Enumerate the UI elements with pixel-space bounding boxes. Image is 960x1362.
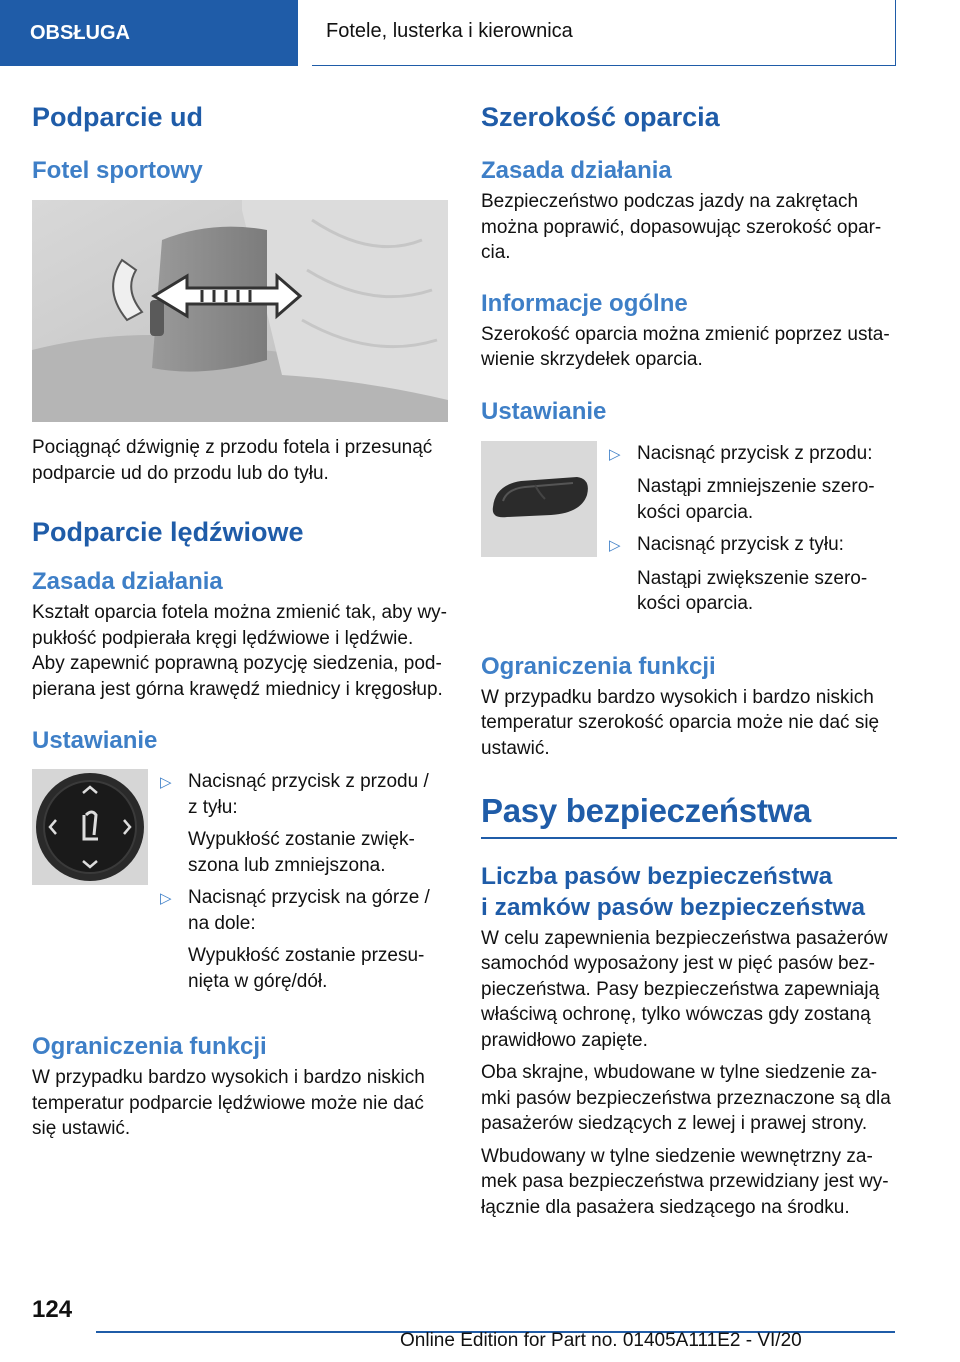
heading-backrest-width: Szerokość oparcia: [481, 102, 720, 132]
lumbar-principle-text: Kształt oparcia fotela można zmienić tak, aby wy- pukłość podpierała kręgi lędźwiowe i lędźwie. Aby zapewnić poprawną pozycję siedzenia, pod- pierana jest górna krawędź miednicy i kręgosłup.: [32, 602, 448, 700]
list-item-result: Nastąpi zmniejszenie szero- kości oparcia.: [637, 476, 875, 523]
four-way-lumbar-control-icon: [32, 769, 148, 885]
chapter-header: [312, 0, 896, 66]
list-item-result: Wypukłość zostanie przesu- nięta w górę/dół.: [188, 945, 425, 992]
belts-paragraph-1: W celu zapewnienia bezpieczeństwa pasażerów samochód wyposażony jest w pięć pasów bez- pieczeństwa. Pasy bezpieczeństwa zapewniają właściwą ochronę, tylko wówczas gdy zostaną prawidłowo zapięte.: [481, 927, 888, 1051]
page-number: 124: [32, 1296, 73, 1323]
section-title: OBSŁUGA: [30, 21, 130, 44]
lumbar-adjust-block: [32, 769, 450, 994]
right-column: [481, 100, 897, 1220]
lumbar-steps: [160, 769, 450, 994]
heading-lumbar-support: Podparcie lędźwiowe: [32, 517, 304, 547]
list-item: ▷ Nacisnąć przycisk z przodu:: [609, 441, 897, 468]
edition-text: Online Edition for Part no. 01405A111E2 - VI/20: [400, 1330, 802, 1351]
heading-width-principle: Zasada działania: [481, 157, 672, 184]
triangle-right-outline-icon: ▷: [160, 890, 172, 907]
chapter-title: Fotele, lusterka i kierownica: [326, 20, 573, 42]
list-item-result: Nastąpi zwiększenie szero- kości oparcia.: [637, 567, 868, 614]
width-adjust-block: [481, 441, 897, 617]
heading-seat-belts: Pasy bezpieczeństwa: [481, 792, 811, 829]
section-tab: [0, 0, 298, 66]
thigh-support-caption: Pociągnąć dźwignię z przodu fotela i przesunąć podparcie ud do przodu lub do tyłu.: [32, 437, 433, 484]
heading-lumbar-adjust: Ustawianie: [32, 727, 158, 754]
lumbar-limits-text: W przypadku bardzo wysokich i bardzo niskich temperatur podparcie lędźwiowe może nie dać się ustawić.: [32, 1067, 425, 1139]
list-item: ▷ Nacisnąć przycisk z przodu / z tyłu:: [160, 769, 450, 820]
heading-lumbar-limits: Ograniczenia funkcji: [32, 1033, 267, 1060]
heading-rule: [481, 837, 897, 839]
heading-thigh-support: Podparcie ud: [32, 102, 204, 132]
belts-paragraph-2: Oba skrajne, wbudowane w tylne siedzenie za- mki pasów bezpieczeństwa przeznaczone są dla pasażerów siedzących z lewej i prawej strony.: [481, 1062, 891, 1134]
backrest-width-button-icon: [481, 441, 597, 557]
width-button-image: [481, 441, 597, 557]
heading-width-limits: Ograniczenia funkcji: [481, 652, 716, 680]
belts-paragraph-3: Wbudowany w tylne siedzenie wewnętrzny za- mek pasa bezpieczeństwa przewidziany jest wy- łącznie dla pasażera siedzącego na środku.: [481, 1145, 889, 1218]
thigh-support-photo: [32, 200, 448, 422]
lumbar-control-image: [32, 769, 148, 885]
heading-sport-seat: Fotel sportowy: [32, 157, 203, 184]
heading-belt-count: Liczba pasów bezpieczeństwa i zamków pasów bezpieczeństwa: [481, 862, 865, 921]
width-steps: [609, 441, 897, 617]
left-column: [32, 100, 450, 1142]
thigh-support-lever-icon: [32, 200, 448, 422]
list-item: ▷ Nacisnąć przycisk z tyłu:: [609, 532, 897, 559]
list-item-result: Wypukłość zostanie zwięk- szona lub zmniejszona.: [188, 829, 415, 876]
heading-width-general: Informacje ogólne: [481, 289, 688, 317]
heading-width-adjust: Ustawianie: [481, 397, 607, 425]
triangle-right-outline-icon: ▷: [609, 537, 621, 554]
width-limits-text: W przypadku bardzo wysokich i bardzo niskich temperatur szerokość oparcia może nie dać się ustawić.: [481, 686, 880, 759]
triangle-right-outline-icon: ▷: [609, 445, 621, 463]
triangle-right-outline-icon: ▷: [160, 774, 172, 791]
width-general-text: Szerokość oparcia można zmienić poprzez usta- wienie skrzydełek oparcia.: [481, 323, 890, 370]
heading-lumbar-principle: Zasada działania: [32, 568, 223, 595]
list-item: ▷ Nacisnąć przycisk na górze / na dole:: [160, 885, 450, 936]
width-principle-text: Bezpieczeństwo podczas jazdy na zakrętach można poprawić, dopasowując szerokość opar- cia.: [481, 191, 882, 263]
